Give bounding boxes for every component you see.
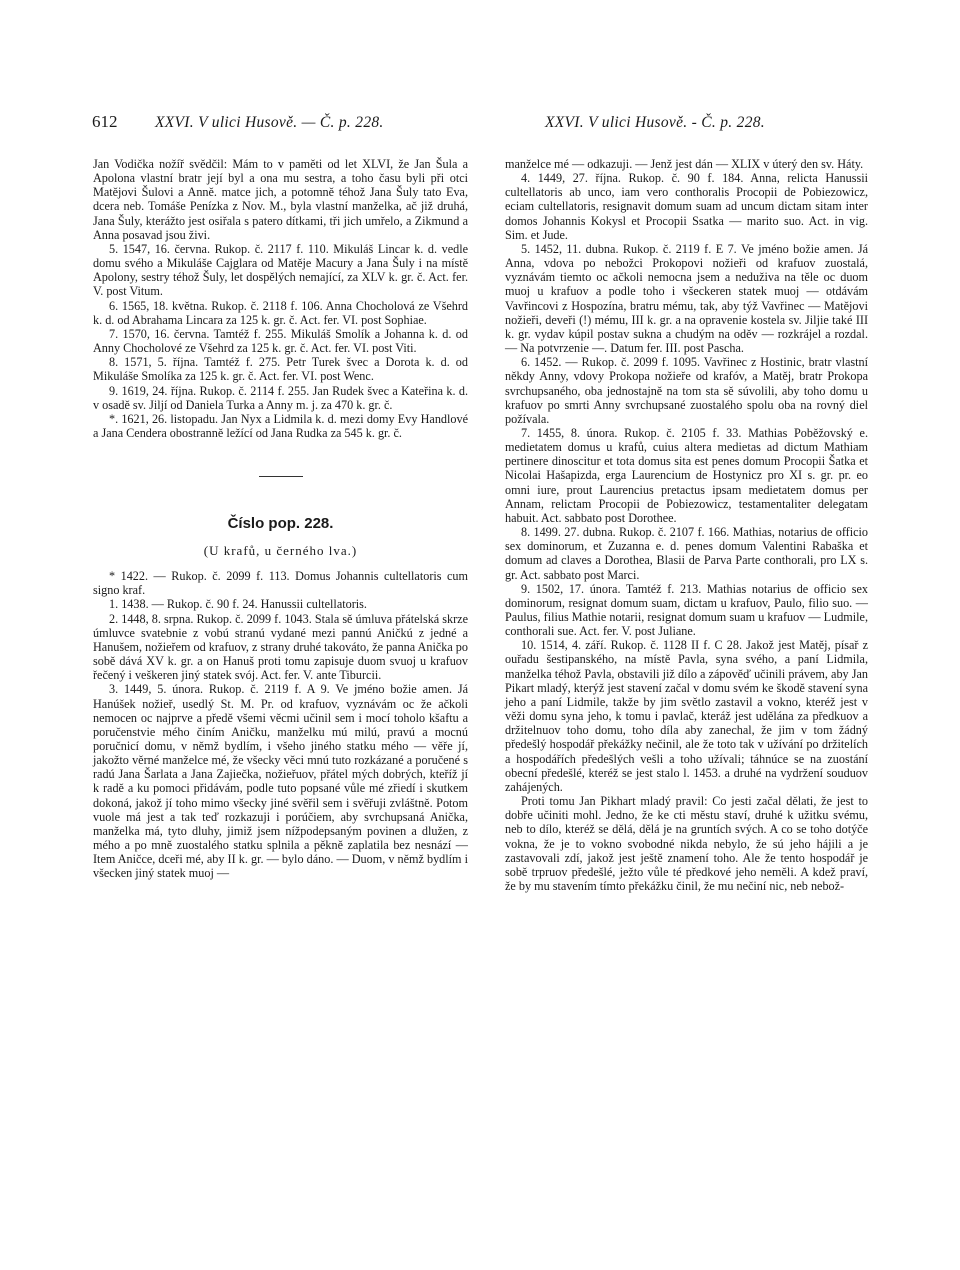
paragraph: 4. 1449, 27. října. Rukop. č. 90 f. 184. Anna, relicta Hanussii cultellatoris ab unco, iam vero conthoralis Procopii de Pobiezowicz, eciam cultellatoris, resignavit domum suam ad uncum dictam sitam inter domos Johannis Kokysl et Procopii Ssatka — marito suo. Act. in vig. Sim. et Jude.: [505, 171, 868, 242]
paragraph: 10. 1514, 4. září. Rukop. č. 1128 II f. C 28. Jakož jest Matěj, písař z ouřadu šestipanského, na místě Pavla, syna svého, a paní Lidmila, manželka téhož Pavla, obstavili již dílo a zápověď učinili právem, aby Jan Pikart mladý, kterýž jest stavení začal v domu svém ke škodě stavení syna jeho a paní Lidmile, takže by jim světlo zastavil a vokno, kteréž jest v věži domu syna jeho, k tomu i pavlač, kteráž jest udělána za předkuov a držitelnuov toho domu, toho díla aby zanechal, že jim v tom žádný předešlý hospodář překážky nečinil, ale že toto tak v užívání po držitelích a hospodářích předešlých vešli a toho užívali; táhnúce se na zuostání obecní předešlé, kteréž se jest stalo l. 1453. a druhé na vydržení souduov zahájených.: [505, 638, 868, 794]
paragraph: 1. 1438. — Rukop. č. 90 f. 24. Hanussii cultellatoris.: [109, 597, 367, 612]
running-header: [0, 112, 960, 136]
paragraph: 9. 1619, 24. října. Rukop. č. 2114 f. 255. Jan Rudek švec a Kateřina k. d. v osadě sv. Jiljí od Daniela Turka a Anny m. j. za 470 k. gr. č.: [93, 383, 468, 412]
left-running-head: XXVI. V ulici Husově. — Č. p. 228.: [155, 114, 384, 131]
paragraph: Jan Vodička nožíř svědčil: Mám to v paměti od let XLVI, že Jan Šula a Apolona vlastní bratr její byl a ona mu sestra, a toho času byli při otci Matějovi Šulovi a Anně. matce jich, a potomně téhož Jana Šuly tato Eva, dcera neb. Tomáše Penízka z Nov. M., byla vlastní manželka, ač již druhá, Jana Šuly, kterážto jest osiřala s patero dítkami, tři jich umřelo, a Zikmund a Anna posavad jsou živi.: [93, 157, 468, 242]
paragraph: Proti tomu Jan Pikhart mladý pravil: Co jesti začal dělati, že jest to dobře učiniti mohl. Jedno, že ke cti městu staví, druhé k užitku svému, neb to dílo, kteréž se dělá, dělá je na gruntích svých. A co se toho dotýče vokna, že je to vokno svobodné nikda nebylo, že sú jeho hájili a je zastavovali zdí, jakož jest ještě znamení toho. Ale že tento hospodář je sobě trpruov předešlé, ježto vůle té předkové jeho neměli. A kdež praví, že by mu stavením tímto překážku činil, že mu nečiní nic, neb nebož-: [505, 794, 868, 893]
paragraph: * 1422. — Rukop. č. 2099 f. 113. Domus Johannis cultellatoris cum signo kraf.: [93, 569, 468, 598]
page-number: 612: [92, 112, 118, 131]
section-title: Číslo pop. 228.: [227, 515, 334, 533]
paragraph: 8. 1571, 5. října. Tamtéž f. 275. Petr Turek švec a Dorota k. d. od Mikuláše Smolíka za 125 k. gr. č. Act. fer. VI. post Wenc.: [93, 355, 468, 384]
left-column: [93, 157, 468, 881]
paragraph: 3. 1449, 5. února. Rukop. č. 2119 f. A 9. Ve jméno božie amen. Já Hanúšek nožieř, usedlý St. M. Pr. od krafuov, vyznávám oc že ačkoli nemocen oc najprve a předě všemi věcmi učinil sem i mocí toholo kšaftu a poručenstvie mého činím Aničku, manželku mú milú, pravú a mocnú poručnicí domu, v němž bydlím, i všeho jiného statku mého — věře jí, jakožto věrné manželce mé, že všecky věci mnú tuto rozkázané a poručené s radú Jana Šarlata a Jana Zajiečka, nožieřuov, přátel mých dobrých, kteříž jí k radě a ku pomoci přidávám, podle tuto popsané vůle mé zřiedí i skutkem dokoná, jakož jí toho mimo všecky jiné svěřil sem i svěřuji zvláštně. Potom vuole má jest a tak teď rozkazuji i porúčiem, aby svrchupsaná Anička, manželka má, tyto dluhy, jimiž jsem nížpodepsaným povinen a dlužen, z mého a po mně zuostalého statku splnila a pěkně zaplatila bez nesnází — Item Aničce, dceři mé, aby II k. gr. — bylo dáno. — Duom, v němž bydlím i všecken jiný statek muoj —: [93, 682, 468, 881]
paragraph: 6. 1565, 18. května. Rukop. č. 2118 f. 106. Anna Chocholová ze Všehrd k. d. od Abrahama Lincara za 125 k. gr. č. Act. fer. VI. post Sophiae.: [93, 298, 468, 327]
paragraph: 5. 1452, 11. dubna. Rukop. č. 2119 f. E 7. Ve jméno božie amen. Já Anna, vdova po nebožci Prokopovi nožieři od krafuov zuostalá, vyznávám tiemto oc ačkoli nemocna jsem a neduživa na těle oc duom muoj u krafuov a podle toho i všeckeren statek muoj — otdávám Vavřincovi z Hospozína, bratru mému, tak, aby týž Vavřinec — Matějovi nožieři, deveři (!) mému, III k. gr. a na opravenie kostela sv. Jiljie také III k. gr. vydav kúpil postav sukna a chudým na oděv — rozkrájel a rozdal. — Na potvrzenie —. Datum fer. III. post Pascha.: [505, 241, 868, 356]
paragraph: 5. 1547, 16. června. Rukop. č. 2117 f. 110. Mikuláš Lincar k. d. vedle domu svého a Mikuláše Cajglara od Matěje Macury a Jana Šuly i na místě Apolony, sestry téhož Šuly, let dospělých nemající, za XLV k. gr. č. Act. fer. V. post Vitum.: [93, 241, 468, 299]
paragraph: 9. 1502, 17. února. Tamtéž f. 213. Mathias notarius de officio sex dominorum, resignat domum suam, dictam u krafuov, Paulo, filio suo. — Paulus, filius Mathie notarii, resignat domum suam u krafuov — Ludmile, conthorali sue. Act. fer. V. post Juliane.: [505, 581, 868, 639]
section-divider: [259, 476, 303, 477]
paragraph: 2. 1448, 8. srpna. Rukop. č. 2099 f. 1043. Stala sě úmluva přátelská skrze úmluvce svatebnie z vobú stranú vydané mezi pannú Aničkú z jedné a Hanušem, nožieřem od krafuov, z strany druhé takováto, že panna Anička po sobě dává XV k. gr. a on Hanuš proti tomu zapisuje duom svuoj u krafuov řečený i veškeren jiný statek svój. Act. fer. V. ante Tiburcii.: [93, 611, 468, 683]
paragraph: 6. 1452. — Rukop. č. 2099 f. 1095. Vavřinec z Hostinic, bratr vlastní někdy Anny, vdovy Prokopa nožieře od krafóv, a Matěj, bratr Prokopa svrchupsaného, oba jednostajně na tom sta sě súvolili, aby toho domu u krafuov po smrti Anny svrchupsané zuostalého spolu oba na rovný diel požívala.: [505, 355, 868, 426]
right-running-head: XXVI. V ulici Husově. - Č. p. 228.: [545, 114, 765, 131]
paragraph: 7. 1570, 16. června. Tamtéž f. 255. Mikuláš Smolík a Johanna k. d. od Anny Chocholové ze Všehrd za 125 k. gr. č. Act. fer. VI. post Viti.: [93, 326, 468, 356]
right-column: [505, 157, 868, 893]
paragraph: manželce mé — odkazuji. — Jenž jest dán — XLIX v úterý den sv. Háty.: [505, 157, 864, 171]
paragraph: *. 1621, 26. listopadu. Jan Nyx a Lidmila k. d. mezi domy Evy Handlové a Jana Cendera obostranně ležící od Jana Rudka za 545 k. gr. č.: [93, 411, 468, 440]
section-subtitle: (U krafů, u černého lva.): [203, 543, 358, 559]
paragraph: 8. 1499. 27. dubna. Rukop. č. 2107 f. 166. Mathias, notarius de officio sex dominorum, et Zuzanna e. d. penes domum Valentini Rabaška et domum ad claves a Dorothea, Blasii de Parva Parte conthorali, pro LX s. gr. Act. sabbato post Marci.: [505, 525, 868, 582]
paragraph: 7. 1455, 8. února. Rukop. č. 2105 f. 33. Mathias Poběžovský e. medietatem domus u krafů, cuius altera medietas ad dictum Mathiam pertinere dinoscitur et tota domus sita est penes domum Procopii Šatka et Nicolai Hašapizda, erga Laurencium de Hostynicz pro XI s. gr. pr. eo omni iure, prout Laurencius pretactus ipsam medietatem domus per Annam, relictam Procopii de Pobiezowicz, testamentaliter delegatam habuit. Act. sabbato post Dorotheе.: [505, 425, 868, 525]
